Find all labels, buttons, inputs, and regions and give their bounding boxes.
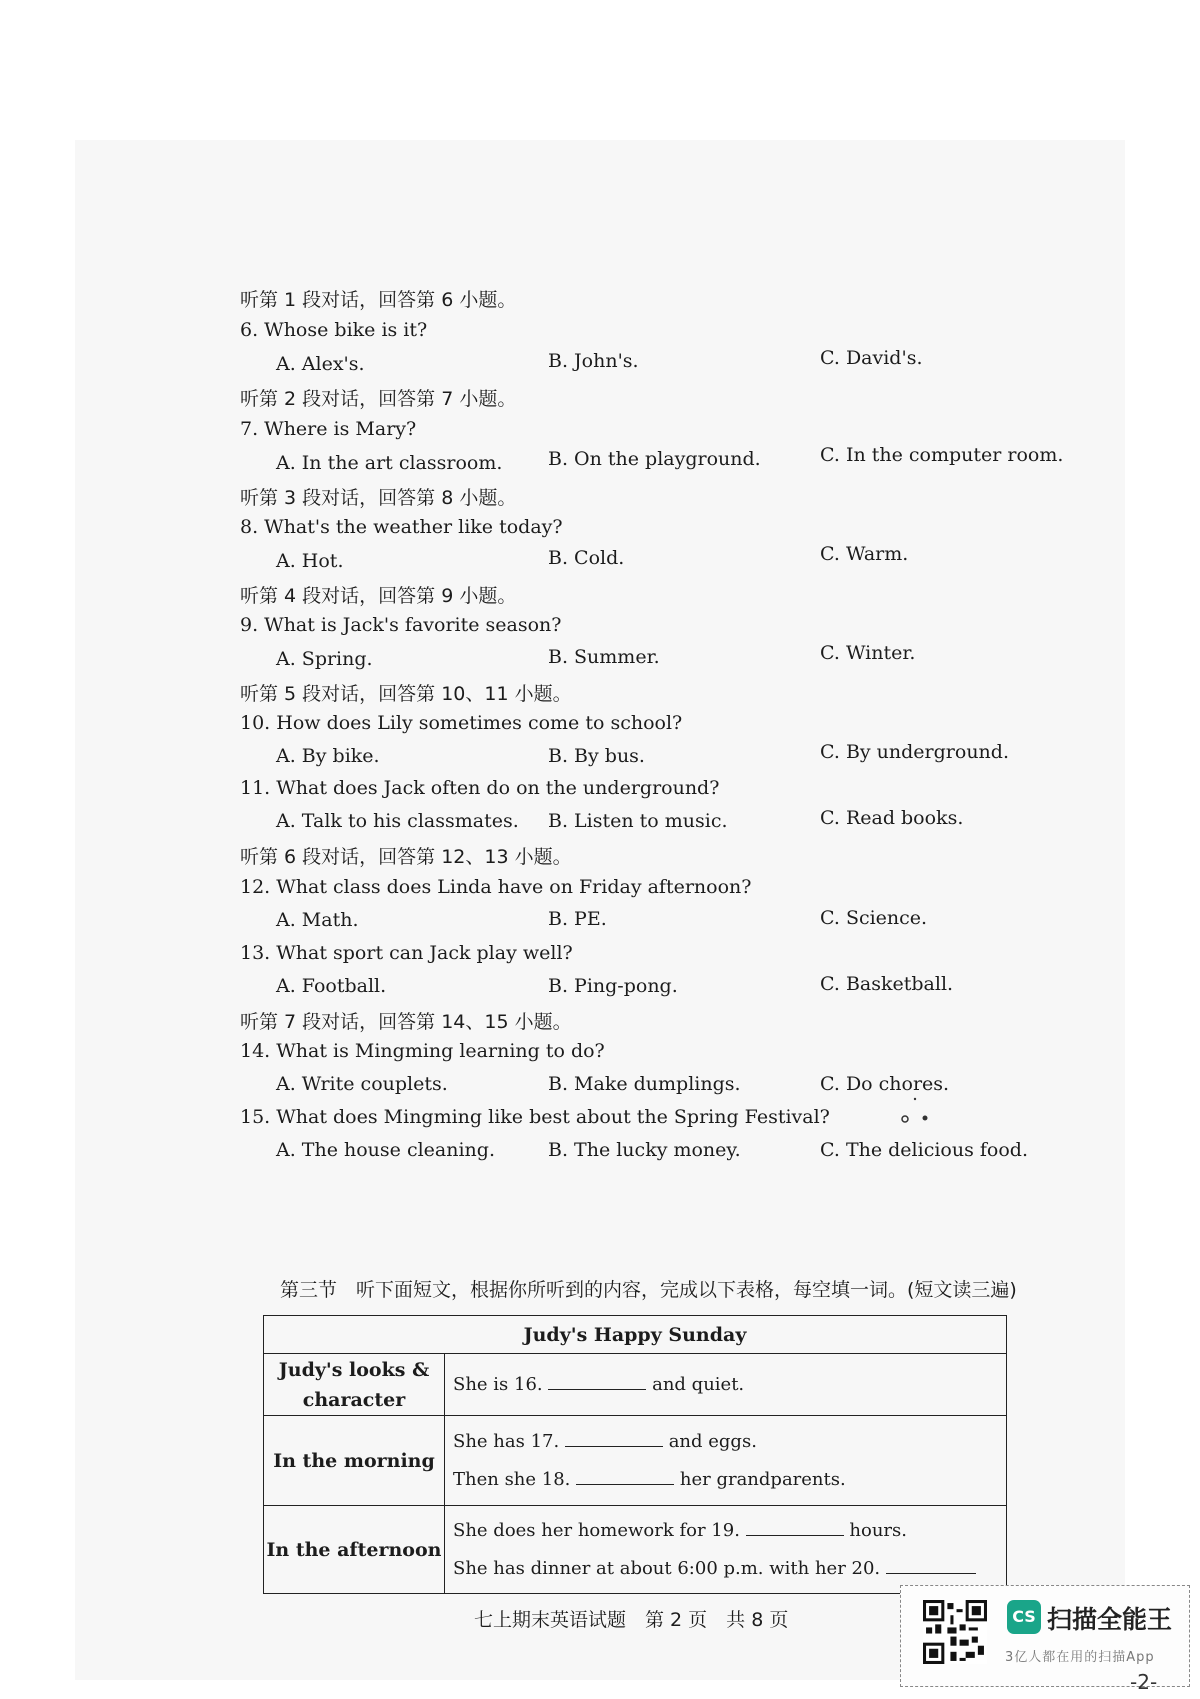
option-9c: C. Winter.: [820, 642, 916, 664]
question-6: 6. Whose bike is it?: [240, 319, 428, 341]
blank17-suffix: and eggs.: [668, 1430, 757, 1452]
section-heading-3: 听第 3 段对话，回答第 8 小题。: [240, 487, 517, 509]
option-15c: C. The delicious food.: [820, 1139, 1028, 1161]
section-heading-4: 听第 4 段对话，回答第 9 小题。: [240, 585, 517, 607]
option-14c: C. Do chores.: [820, 1073, 950, 1095]
option-8c: C. Warm.: [820, 543, 909, 565]
scanner-brand-name: 扫描全能王: [1047, 1605, 1173, 1634]
section-heading-6: 听第 6 段对话，回答第 12、13 小题。: [240, 846, 572, 868]
option-6b: B. John's.: [548, 350, 639, 372]
judy-table: [263, 1315, 1007, 1594]
option-12a: A. Math.: [276, 909, 359, 931]
question-8: 8. What's the weather like today?: [240, 516, 563, 538]
question-13: 13. What sport can Jack play well?: [240, 942, 573, 964]
blank16-prefix: She is 16.: [453, 1373, 543, 1395]
blank19-prefix: She does her homework for 19.: [453, 1519, 740, 1541]
question-9: 9. What is Jack's favorite season?: [240, 614, 562, 636]
section-heading-2: 听第 2 段对话，回答第 7 小题。: [240, 388, 517, 410]
option-9b: B. Summer.: [548, 646, 660, 668]
option-10b: B. By bus.: [548, 745, 645, 767]
option-15a: A. The house cleaning.: [276, 1139, 495, 1161]
option-11a: A. Talk to his classmates.: [276, 810, 519, 832]
blank-18[interactable]: [576, 1466, 674, 1485]
option-11c: C. Read books.: [820, 807, 964, 829]
option-10a: A. By bike.: [276, 745, 380, 767]
blank19-suffix: hours.: [849, 1519, 907, 1541]
row-head-looks: [264, 1354, 445, 1416]
scan-specks: [895, 1095, 935, 1128]
section-heading-7: 听第 7 段对话，回答第 14、15 小题。: [240, 1011, 572, 1033]
option-12b: B. PE.: [548, 908, 607, 930]
row-head-looks-line1: Judy's looks &: [278, 1358, 430, 1381]
option-9a: A. Spring.: [276, 648, 373, 670]
scanner-tagline: 3亿人都在用的扫描App: [1005, 1650, 1155, 1665]
option-8a: A. Hot.: [276, 550, 344, 572]
blank16-suffix: and quiet.: [652, 1373, 745, 1395]
blank18-suffix: her grandparents.: [679, 1468, 846, 1490]
option-7c: C. In the computer room.: [820, 444, 1064, 466]
row-head-afternoon: In the afternoon: [264, 1506, 445, 1594]
row-afternoon-content: [445, 1506, 1007, 1594]
question-10: 10. How does Lily sometimes come to school?: [240, 712, 683, 734]
page-footer: 七上期末英语试题 第 2 页 共 8 页: [474, 1609, 789, 1631]
section-heading-1: 听第 1 段对话，回答第 6 小题。: [240, 289, 517, 311]
question-11: 11. What does Jack often do on the underground?: [240, 777, 720, 799]
option-13a: A. Football.: [276, 975, 387, 997]
option-12c: C. Science.: [820, 907, 928, 929]
table-title: Judy's Happy Sunday: [264, 1316, 1007, 1354]
question-14: 14. What is Mingming learning to do?: [240, 1040, 605, 1062]
option-13c: C. Basketball.: [820, 973, 954, 995]
option-6c: C. David's.: [820, 347, 923, 369]
blank-17[interactable]: [565, 1428, 663, 1447]
row-morning-content: [445, 1416, 1007, 1506]
question-15: 15. What does Mingming like best about the Spring Festival?: [240, 1106, 830, 1128]
option-8b: B. Cold.: [548, 547, 625, 569]
blank-16[interactable]: [548, 1371, 646, 1390]
blank18-prefix: Then she 18.: [453, 1468, 571, 1490]
option-14a: A. Write couplets.: [276, 1073, 448, 1095]
option-10c: C. By underground.: [820, 741, 1009, 763]
question-7: 7. Where is Mary?: [240, 418, 417, 440]
option-15b: B. The lucky money.: [548, 1139, 741, 1161]
blank-20[interactable]: [886, 1555, 976, 1574]
option-11b: B. Listen to music.: [548, 810, 728, 832]
blank-19[interactable]: [746, 1517, 844, 1536]
option-7a: A. In the art classroom.: [276, 452, 503, 474]
scan-artifact-icon: [895, 1095, 935, 1125]
option-14b: B. Make dumplings.: [548, 1073, 741, 1095]
option-6a: A. Alex's.: [276, 353, 365, 375]
section3-instruction: 第三节 听下面短文，根据你所听到的内容，完成以下表格，每空填一词。(短文读三遍): [280, 1279, 1017, 1301]
qr-code-icon: [923, 1600, 987, 1664]
blank20-prefix: She has dinner at about 6:00 p.m. with her 20.: [453, 1557, 881, 1579]
row-head-morning: In the morning: [264, 1416, 445, 1506]
row-looks-content: [445, 1354, 1007, 1416]
page-number: -2-: [1130, 1670, 1158, 1694]
option-13b: B. Ping-pong.: [548, 975, 678, 997]
option-7b: B. On the playground.: [548, 448, 761, 470]
row-head-looks-line2: character: [302, 1388, 406, 1411]
blank17-prefix: She has 17.: [453, 1430, 560, 1452]
section-heading-5: 听第 5 段对话，回答第 10、11 小题。: [240, 683, 572, 705]
question-12: 12. What class does Linda have on Friday afternoon?: [240, 876, 752, 898]
camscanner-logo-icon: CS: [1007, 1600, 1041, 1634]
